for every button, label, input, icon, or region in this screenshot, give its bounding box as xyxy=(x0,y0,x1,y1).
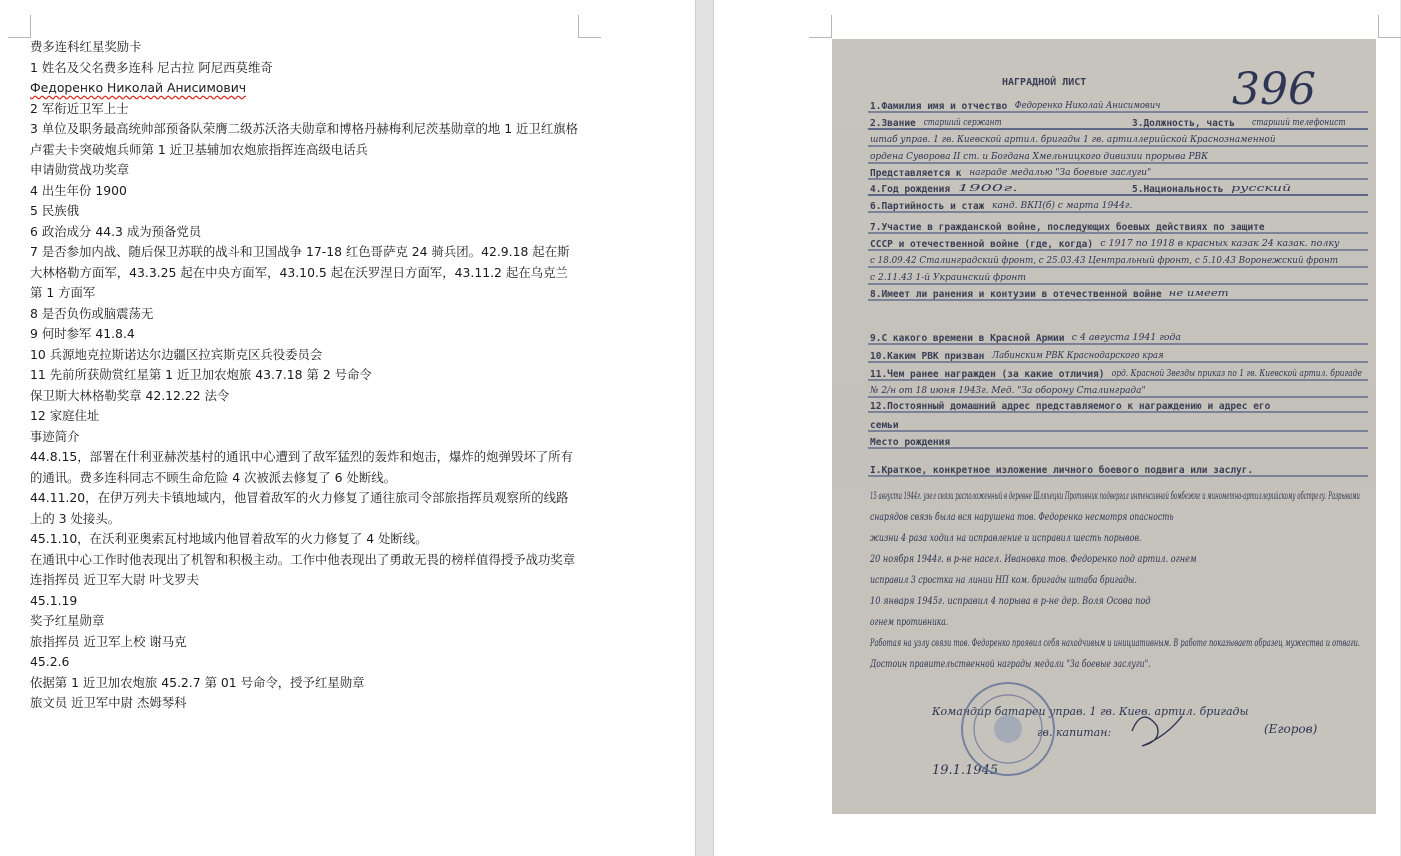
signature-rank: гв. капитан: xyxy=(1037,726,1112,739)
sheet-row-label: 10.Каким РВК призван xyxy=(870,351,985,362)
text-line: 8 是否负伤或脑震荡无 xyxy=(30,305,154,321)
sheet-row-handwriting: старший сержант xyxy=(923,117,1002,128)
award-sheet-header: НАГРАДНОЙ ЛИСТ xyxy=(1002,77,1087,88)
page-gap xyxy=(695,0,714,856)
signature-line: Командир батареи управ. 1 гв. Киев. артил. бригады xyxy=(932,705,1249,718)
crop-mark-top-right xyxy=(578,15,601,38)
sheet-row-handwriting: орд. Красной Звезды приказ по 1 гв. Киевской артил. бригаде xyxy=(1111,368,1363,379)
sheet-row-label: Представляется к xyxy=(870,168,962,179)
text-line: 旅文员 近卫军中尉 杰姆琴科 xyxy=(30,695,187,710)
signature-name: (Егоров) xyxy=(1264,722,1318,736)
sheet-row-handwriting: не имеет xyxy=(1168,288,1229,299)
story-line: Работая на узлу связи тов. Федоренко проявил себя находчивым и инициативным. В работе показывает образец мужества и отваги. xyxy=(869,638,1360,649)
sheet-row-label: 6.Партийность и стаж xyxy=(870,201,985,212)
text-line: 依据第 1 近卫加农炮旅 45.2.7 第 01 号命令，授予红星勋章 xyxy=(30,674,365,690)
sheet-row-label: 11.Чем ранее награжден (за какие отличия) xyxy=(870,369,1105,380)
text-line: 旅指挥员 近卫军上校 谢马克 xyxy=(30,633,187,649)
story-line: жизни 4 раза ходил на исправление и исправил шесть порывов. xyxy=(870,533,1142,544)
sheet-row-handwriting: с 18.09.42 Сталинградский фронт, с 25.03.43 Центральный фронт, с 5.10.43 Воронежский фронт xyxy=(870,255,1338,266)
text-line: 奖予红星勋章 xyxy=(30,613,105,628)
text-line: 6 政治成分 44.3 成为预备党员 xyxy=(30,223,202,239)
sheet-row-label: 12.Постоянный домашний адрес представляемого к награждению и адрес его xyxy=(870,401,1271,412)
text-line: 1 姓名及父名费多连科 尼古拉 阿尼西莫维奇 xyxy=(30,59,273,75)
sheet-row-handwriting: с 1917 по 1918 в красных казак 24 казак. полку xyxy=(1100,238,1340,249)
sheet-row-handwriting: с 4 августа 1941 года xyxy=(1071,332,1182,343)
sheet-row-handwriting: 1900г. xyxy=(957,183,1018,194)
sheet-row-label: 5.Национальность xyxy=(1132,184,1224,195)
text-line: 45.1.19 xyxy=(30,592,78,608)
award-sheet-number: 396 xyxy=(1232,64,1316,115)
crop-mark-top-left xyxy=(8,15,31,38)
sheet-row-label: 7.Участие в гражданской войне, последующих боевых действиях по защите xyxy=(870,222,1265,233)
document-text-block[interactable] xyxy=(30,37,580,714)
signature-date: 19.1.1945 xyxy=(932,763,999,778)
story-line: 15 августа 1944г. узел связи расположенный в деревне Шляхецки Противник подвергал интенсивной бомбежке и минометно-артиллерийскому обстрелу. Разрывами xyxy=(870,491,1360,502)
text-line: 44.11.20，在伊万列夫卡镇地域内，他冒着敌军的火力修复了通往旅司令部旅指挥员观察所的线路上的 3 处接头。 xyxy=(30,490,569,526)
text-line: Федоренко Николай Анисимович xyxy=(30,80,247,95)
sheet-row-label: семьи xyxy=(870,420,899,431)
text-line: 2 军衔近卫军上士 xyxy=(30,100,129,116)
sheet-row-label: 3.Должность, часть xyxy=(1132,118,1235,129)
story-line: 20 ноября 1944г. в р-не насел. Ивановка тов. Федоренко под артил. огнем xyxy=(869,554,1197,565)
text-line: 在通讯中心工作时他表现出了机智和积极主动。工作中他表现出了勇敢无畏的榜样值得授予战功奖章 xyxy=(30,551,576,567)
text-line: 44.8.15，部署在什利亚赫茨基村的通讯中心遭到了敌军猛烈的轰炸和炮击，爆炸的炮弹毁坏了所有的通讯。费多连科同志不顾生命危险 4 次被派去修复了 6 处断线。 xyxy=(30,449,573,485)
sheet-row-handwriting: канд. ВКП(б) с марта 1944г. xyxy=(992,200,1133,211)
text-line: 9 何时参军 41.8.4 xyxy=(30,326,135,341)
text-line: 11 先前所获勋赏红星第 1 近卫加农炮旅 43.7.18 第 2 号命令 xyxy=(30,367,372,382)
text-line: 4 出生年份 1900 xyxy=(30,182,127,198)
text-line: 保卫斯大林格勒奖章 42.12.22 法令 xyxy=(30,387,230,403)
sheet-row-handwriting: старший телефонист xyxy=(1252,117,1346,128)
text-line: 45.1.10，在沃利亚奥索瓦村地域内他冒着敌军的火力修复了 4 处断线。 xyxy=(30,531,428,546)
text-line: 费多连科红星奖励卡 xyxy=(30,39,142,54)
sheet-row-handwriting: Федоренко Николай Анисимович xyxy=(1014,100,1161,111)
sheet-row-label: СССР и отечественной войне (где, когда) xyxy=(870,239,1094,250)
crop-mark-top-right-right-page xyxy=(1378,15,1401,38)
sheet-row-handwriting: с 2.11.43 1-й Украинский фронт xyxy=(870,272,1026,283)
sheet-row-label: 4.Год рождения xyxy=(870,184,951,195)
story-line: 10 января 1945г. исправил 4 порыва в р-не дер. Воля Осова под xyxy=(870,596,1151,607)
sheet-row-label: 9.С какого времени в Красной Армии xyxy=(870,333,1065,344)
sheet-row-label: Место рождения xyxy=(870,437,951,448)
text-line: 10 兵源地克拉斯诺达尔边疆区拉宾斯克区兵役委员会 xyxy=(30,346,323,362)
story-line: Достоин правительственной награды медали "За боевые заслуги". xyxy=(869,659,1151,670)
sheet-row-handwriting: русский xyxy=(1231,183,1292,194)
crop-mark-top-left-right-page xyxy=(809,15,832,38)
signature-scribble xyxy=(1132,716,1182,746)
text-line: 7 是否参加内战、随后保卫苏联的战斗和卫国战争 17-18 红色哥萨克 24 骑兵团。42.9.18 起在斯大林格勒方面军，43.3.25 起在中央方面军，43.10.5 起在沃罗涅日方面军，43.11.2 起在乌克兰第 1 方面军 xyxy=(30,244,570,300)
sheet-row-label: 8.Имеет ли ранения и контузии в отечественной войне xyxy=(870,289,1162,300)
award-sheet-story xyxy=(869,491,1360,670)
document-page-left xyxy=(0,0,695,856)
award-sheet-signature-block xyxy=(931,683,1318,778)
text-line: 5 民族俄 xyxy=(30,203,79,218)
sheet-row-handwriting: № 2/н от 18 июня 1943г. Мед. "За оборону Сталинграда" xyxy=(869,385,1146,396)
text-line: 事迹简介 xyxy=(30,428,80,444)
sheet-row-handwriting: Лабинским РВК Краснодарского края xyxy=(991,350,1164,361)
sheet-row-handwriting: награде медалью "За боевые заслуги" xyxy=(969,167,1152,178)
sheet-row-label: 2.Звание xyxy=(870,118,916,129)
sheet-row-label: I.Краткое, конкретное изложение личного боевого подвига или заслуг. xyxy=(870,465,1254,476)
sheet-row-handwriting: ордена Суворова II ст. и Богдана Хмельницкого дивизии прорыва РВК xyxy=(870,151,1209,162)
sheet-row-handwriting: штаб управ. 1 гв. Киевской артил. бригады 1 гв. артиллерийской Краснознаменной xyxy=(870,134,1276,145)
text-line: 3 单位及职务最高统帅部预备队荣膺二级苏沃洛夫勋章和博格丹赫梅利尼茨基勋章的地 1 近卫红旗格卢霍夫卡突破炮兵师第 1 近卫基辅加农炮旅指挥连高级电话兵 xyxy=(30,121,578,157)
text-line: 45.2.6 xyxy=(30,654,70,669)
award-sheet-rows xyxy=(868,100,1368,476)
story-line: снарядов связь была вся нарушена тов. Федоренко несмотря опасность xyxy=(870,512,1174,523)
text-line: 连指挥员 近卫军大尉 叶戈罗夫 xyxy=(30,572,199,587)
sheet-row-label: 1.Фамилия имя и отчество xyxy=(870,101,1008,112)
text-line: 申请勋赏战功奖章 xyxy=(30,162,130,177)
story-line: огнем противника. xyxy=(870,617,949,628)
award-sheet-svg xyxy=(832,39,1376,814)
text-line: 12 家庭住址 xyxy=(30,408,100,423)
story-line: исправил 3 сростка на линии НП ком. бригады штаба бригады. xyxy=(870,575,1137,586)
scanned-award-sheet-image[interactable] xyxy=(832,39,1376,814)
